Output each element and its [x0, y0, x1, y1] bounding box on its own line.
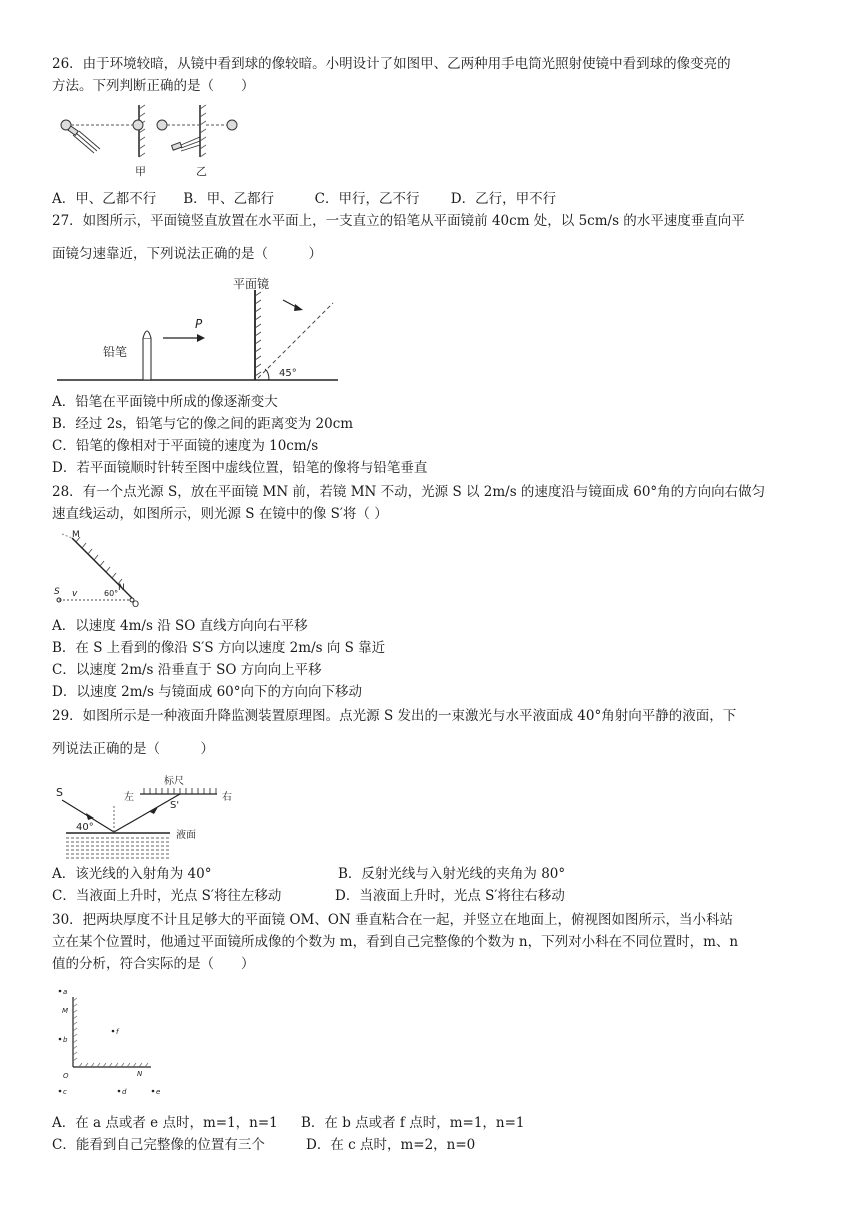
q27-option-b: B．经过 2s，铅笔与它的像之间的距离变为 20cm [52, 416, 354, 432]
q28-label-v: v [72, 589, 78, 599]
q26-stem-line1: 26．由于环境较暗，从镜中看到球的像较暗。小明设计了如图甲、乙两种用手电筒光照射使镜中看到球的像变亮的 [52, 56, 731, 72]
q29-label-left: 左 [124, 792, 134, 803]
q29-label-s-prime: S' [170, 800, 180, 811]
q27-option-a: A．铅笔在平面镜中所成的像逐渐变大 [52, 394, 278, 410]
q28-figure [50, 530, 150, 610]
q30-label-o: O [63, 1072, 69, 1080]
q27-label-pencil: 铅笔 [103, 345, 128, 359]
q29-option-c: C．当液面上升时，光点 S′将往左移动 [52, 888, 282, 904]
q28-option-b: B．在 S 上看到的像沿 S′S 方向以速度 2m/s 向 S 靠近 [52, 640, 386, 656]
q28-label-o: O [132, 600, 140, 610]
q29-stem-line1: 29．如图所示是一种液面升降监测装置原理图。点光源 S 发出的一束激光与水平液面成 40°角射向平静的液面，下 [52, 708, 737, 724]
q30-point-f: f [116, 1028, 119, 1036]
q27-option-c: C．铅笔的像相对于平面镜的速度为 10cm/s [52, 438, 319, 454]
q28-stem-line2: 速直线运动，如图所示，则光源 S 在镜中的像 S′将（ ） [52, 506, 388, 522]
q29-option-d: D．当液面上升时，光点 S′将往右移动 [335, 888, 565, 904]
q26-figure [55, 103, 245, 183]
q26-stem-line2: 方法。下列判断正确的是（ ） [52, 78, 255, 94]
q27-option-d: D．若平面镜顺时针转至图中虚线位置，铅笔的像将与铅笔垂直 [52, 460, 428, 476]
q27-label-angle: 45° [279, 368, 297, 379]
q27-label-p: P [195, 317, 203, 331]
q29-label-s: S [56, 786, 63, 799]
q30-figure [55, 983, 175, 1105]
q30-option-a: A．在 a 点或者 e 点时，m=1，n=1 [52, 1115, 278, 1131]
q30-point-d: d [122, 1088, 127, 1096]
q29-option-a: A．该光线的入射角为 40° [52, 866, 212, 882]
q28-label-n: N [118, 583, 125, 593]
q28-option-c: C．以速度 2m/s 沿垂直于 SO 方向向上平移 [52, 662, 322, 678]
q30-option-c: C．能看到自己完整像的位置有三个 [52, 1137, 265, 1153]
q30-option-d: D．在 c 点时，m=2，n=0 [306, 1137, 476, 1153]
q29-label-right: 右 [222, 792, 232, 803]
q30-label-m: M [62, 1007, 69, 1015]
q28-option-d: D．以速度 2m/s 与镜面成 60°向下的方向向下移动 [52, 684, 362, 700]
q29-figure [52, 772, 252, 860]
q29-stem-line2: 列说法正确的是（ ） [52, 741, 214, 757]
q27-stem-line1: 27．如图所示，平面镜竖直放置在水平面上，一支直立的铅笔从平面镜前 40cm 处，以 5cm/s 的水平速度垂直向平 [52, 213, 745, 229]
q30-point-a: a [63, 988, 68, 996]
q28-stem-line1: 28．有一个点光源 S，放在平面镜 MN 前，若镜 MN 不动，光源 S 以 2m/s 的速度沿与镜面成 60°角的方向向右做匀 [52, 484, 766, 500]
q30-label-n: N [137, 1070, 143, 1078]
q27-label-mirror: 平面镜 [233, 277, 270, 291]
q30-point-c: c [63, 1088, 67, 1096]
q26-options: A．甲、乙都不行 B．甲、乙都行 C．甲行，乙不行 D．乙行，甲不行 [52, 191, 557, 207]
q26-label-yi: 乙 [196, 165, 207, 178]
q27-stem-line2: 面镜匀速靠近，下列说法正确的是（ ） [52, 246, 322, 262]
q28-label-angle: 60° [104, 589, 119, 598]
q29-label-angle: 40° [76, 822, 94, 833]
q28-label-s: S [54, 587, 60, 597]
q30-stem-line1: 30．把两块厚度不计且足够大的平面镜 OM、ON 垂直粘合在一起，并竖立在地面上，俯视图如图所示，当小科站 [52, 912, 734, 928]
q29-label-ruler: 标尺 [164, 776, 184, 787]
q30-stem-line2: 立在某个位置时，他通过平面镜所成像的个数为 m，看到自己完整像的个数为 n，下列对小科在不同位置时，m、n [52, 934, 739, 950]
q26-label-jia: 甲 [135, 165, 146, 178]
q27-figure [55, 272, 340, 384]
q30-option-b: B．在 b 点或者 f 点时，m=1，n=1 [301, 1115, 525, 1131]
q30-stem-line3: 值的分析，符合实际的是（ ） [52, 956, 255, 972]
q28-label-m: M [72, 530, 80, 540]
q30-point-e: e [156, 1088, 161, 1096]
q28-option-a: A．以速度 4m/s 沿 SO 直线方向向右平移 [52, 618, 308, 634]
q30-point-b: b [63, 1036, 68, 1044]
q29-label-liquid: 液面 [176, 830, 196, 841]
q29-option-b: B．反射光线与入射光线的夹角为 80° [338, 866, 566, 882]
